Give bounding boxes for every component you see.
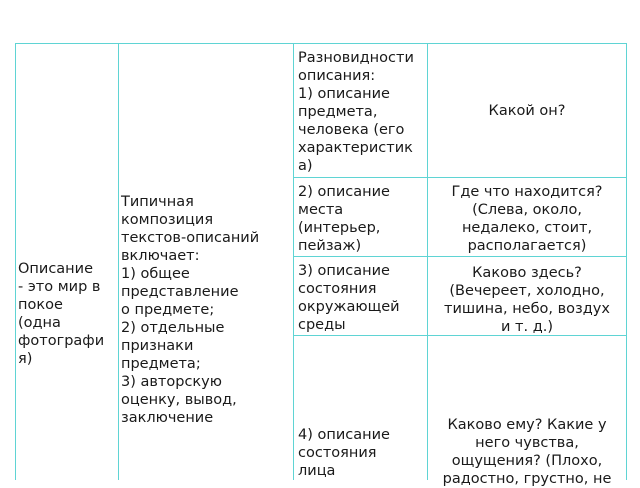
table-border-top <box>15 43 627 44</box>
question-cell-2: Где что находится? (Слева, около, недалеко, стоит, располагается) <box>451 184 603 254</box>
question-cell-1: Какой он? <box>488 103 566 119</box>
kind-cell-4: 4) описание состояния лица <box>298 427 390 479</box>
table-border-row2 <box>293 256 627 257</box>
question-cell-4: Каково ему? Какие у него чувства, ощущения? (Плохо, радостно, грустно, не <box>442 417 612 487</box>
composition-cell: Типичная композиция текстов-описаний включает: 1) общее представление о предмете; 2) отдельные признаки предмета; 3) авторскую оценку, вывод, заключение <box>121 194 260 426</box>
kind-cell-1: Разновидности описания: 1) описание предмета, человека (его характеристик а) <box>298 50 414 174</box>
question-cell-3: Каково здесь? (Вечереет, холодно, тишина, небо, воздух и т. д.) <box>444 265 610 335</box>
kind-cell-2: 2) описание места (интерьер, пейзаж) <box>298 184 390 254</box>
table-border-col1 <box>118 43 119 480</box>
table-border-right <box>626 43 627 480</box>
table-border-row1 <box>293 177 627 178</box>
table-border-col2 <box>293 43 294 480</box>
kind-cell-3: 3) описание состояния окружающей среды <box>298 263 400 333</box>
definition-cell: Описание - это мир в покое (одна фотографи я) <box>18 261 105 367</box>
table-border-left <box>15 43 16 480</box>
